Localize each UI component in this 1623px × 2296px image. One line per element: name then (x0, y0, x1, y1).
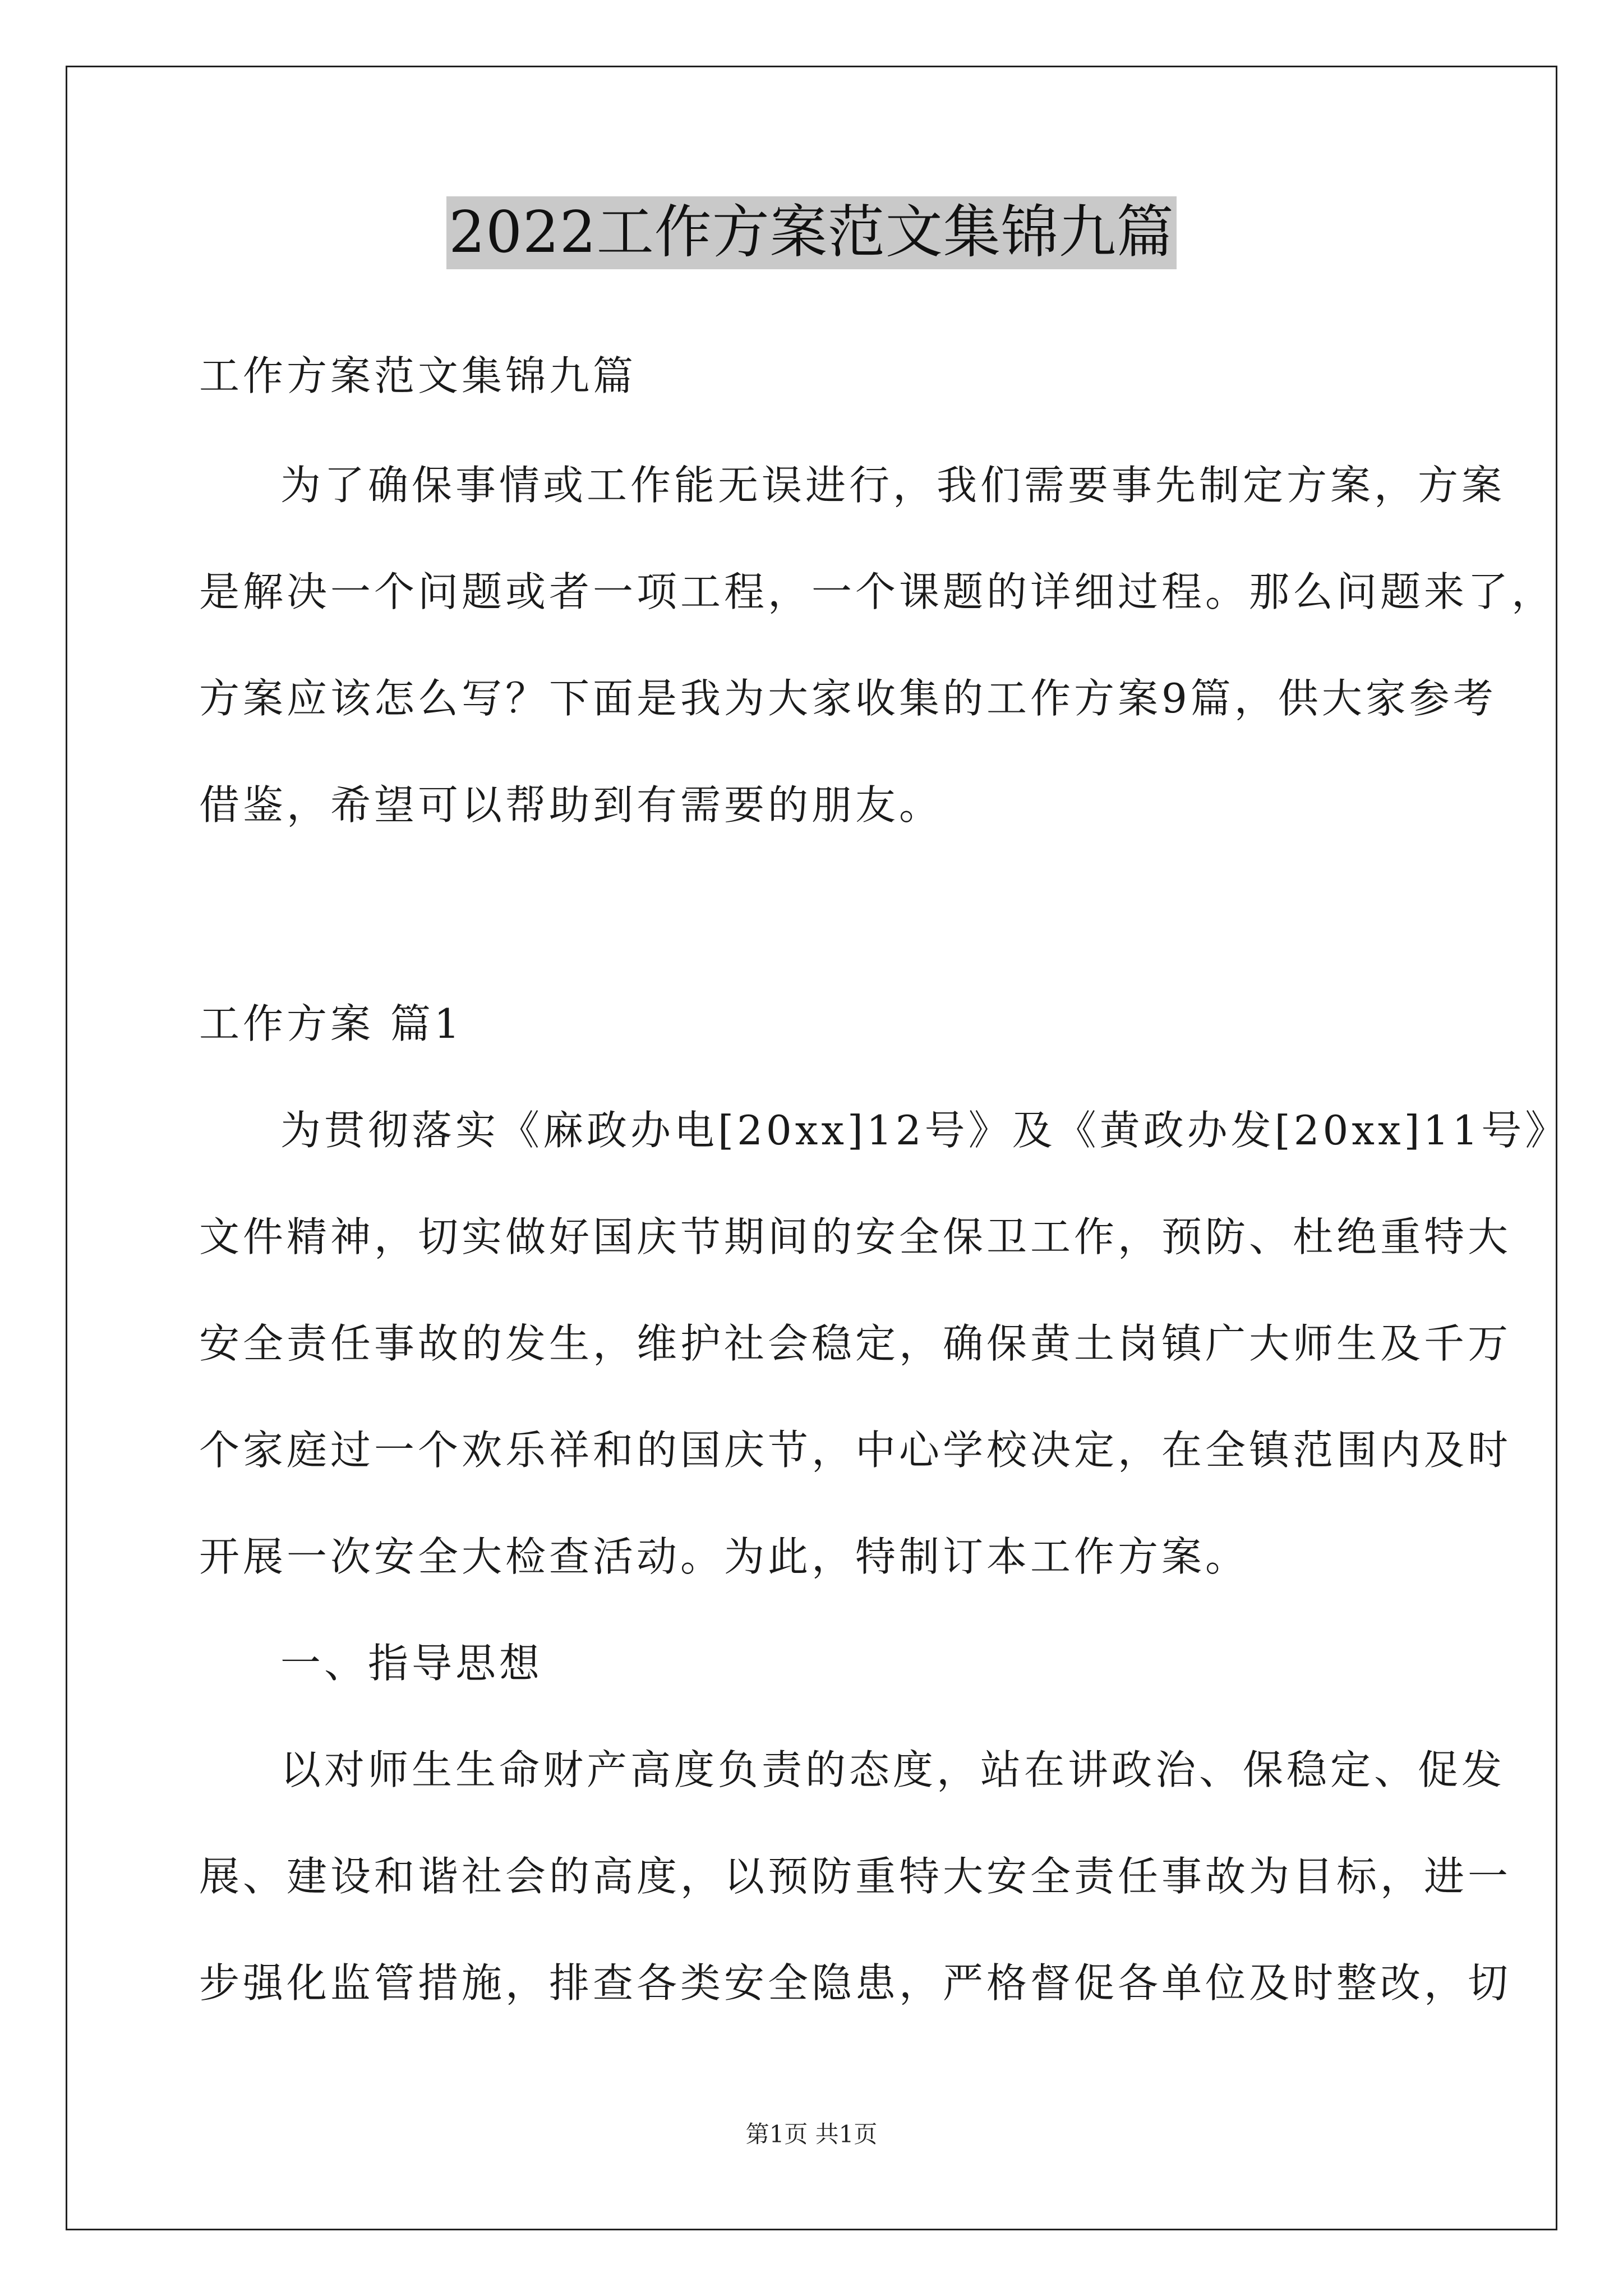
body-line-2: 文件精神，切实做好国庆节期间的安全保卫工作，预防、杜绝重特大 (199, 1213, 1512, 1260)
body-line-5: 开展一次安全大检查活动。为此，特制订本工作方案。 (199, 1533, 1249, 1580)
body-line-1: 为贯彻落实《麻政办电[20xx]12号》及《黄政办发[20xx]11号》 (280, 1107, 1569, 1154)
page-footer (0, 2119, 1623, 2150)
body-line-7: 展、建设和谐社会的高度，以预防重特大安全责任事故为目标，进一 (199, 1853, 1512, 1900)
section-heading-1: 工作方案 篇1 (199, 1000, 463, 1047)
page-number: 第1页 共1页 (745, 2120, 878, 2148)
intro-line-2: 是解决一个问题或者一项工程，一个课题的详细过程。那么问题来了， (199, 568, 1556, 615)
intro-line-3: 方案应该怎么写？下面是我为大家收集的工作方案9篇，供大家参考 (199, 675, 1497, 722)
title-container (0, 196, 1623, 269)
document-title: 2022工作方案范文集锦九篇 (446, 196, 1177, 269)
body-line-4: 个家庭过一个欢乐祥和的国庆节，中心学校决定，在全镇范围内及时 (199, 1427, 1512, 1474)
body-line-3: 安全责任事故的发生，维护社会稳定，确保黄土岗镇广大师生及千万 (199, 1320, 1512, 1367)
subheading-guiding-thought: 一、指导思想 (280, 1640, 543, 1687)
body-line-6: 以对师生生命财产高度负责的态度，站在讲政治、保稳定、促发 (280, 1746, 1506, 1793)
body-line-8: 步强化监管措施，排查各类安全隐患，严格督促各单位及时整改，切 (199, 1959, 1512, 2007)
subtitle-line: 工作方案范文集锦九篇 (199, 352, 637, 399)
intro-line-4: 借鉴，希望可以帮助到有需要的朋友。 (199, 781, 943, 829)
intro-line-1: 为了确保事情或工作能无误进行，我们需要事先制定方案，方案 (280, 462, 1506, 509)
